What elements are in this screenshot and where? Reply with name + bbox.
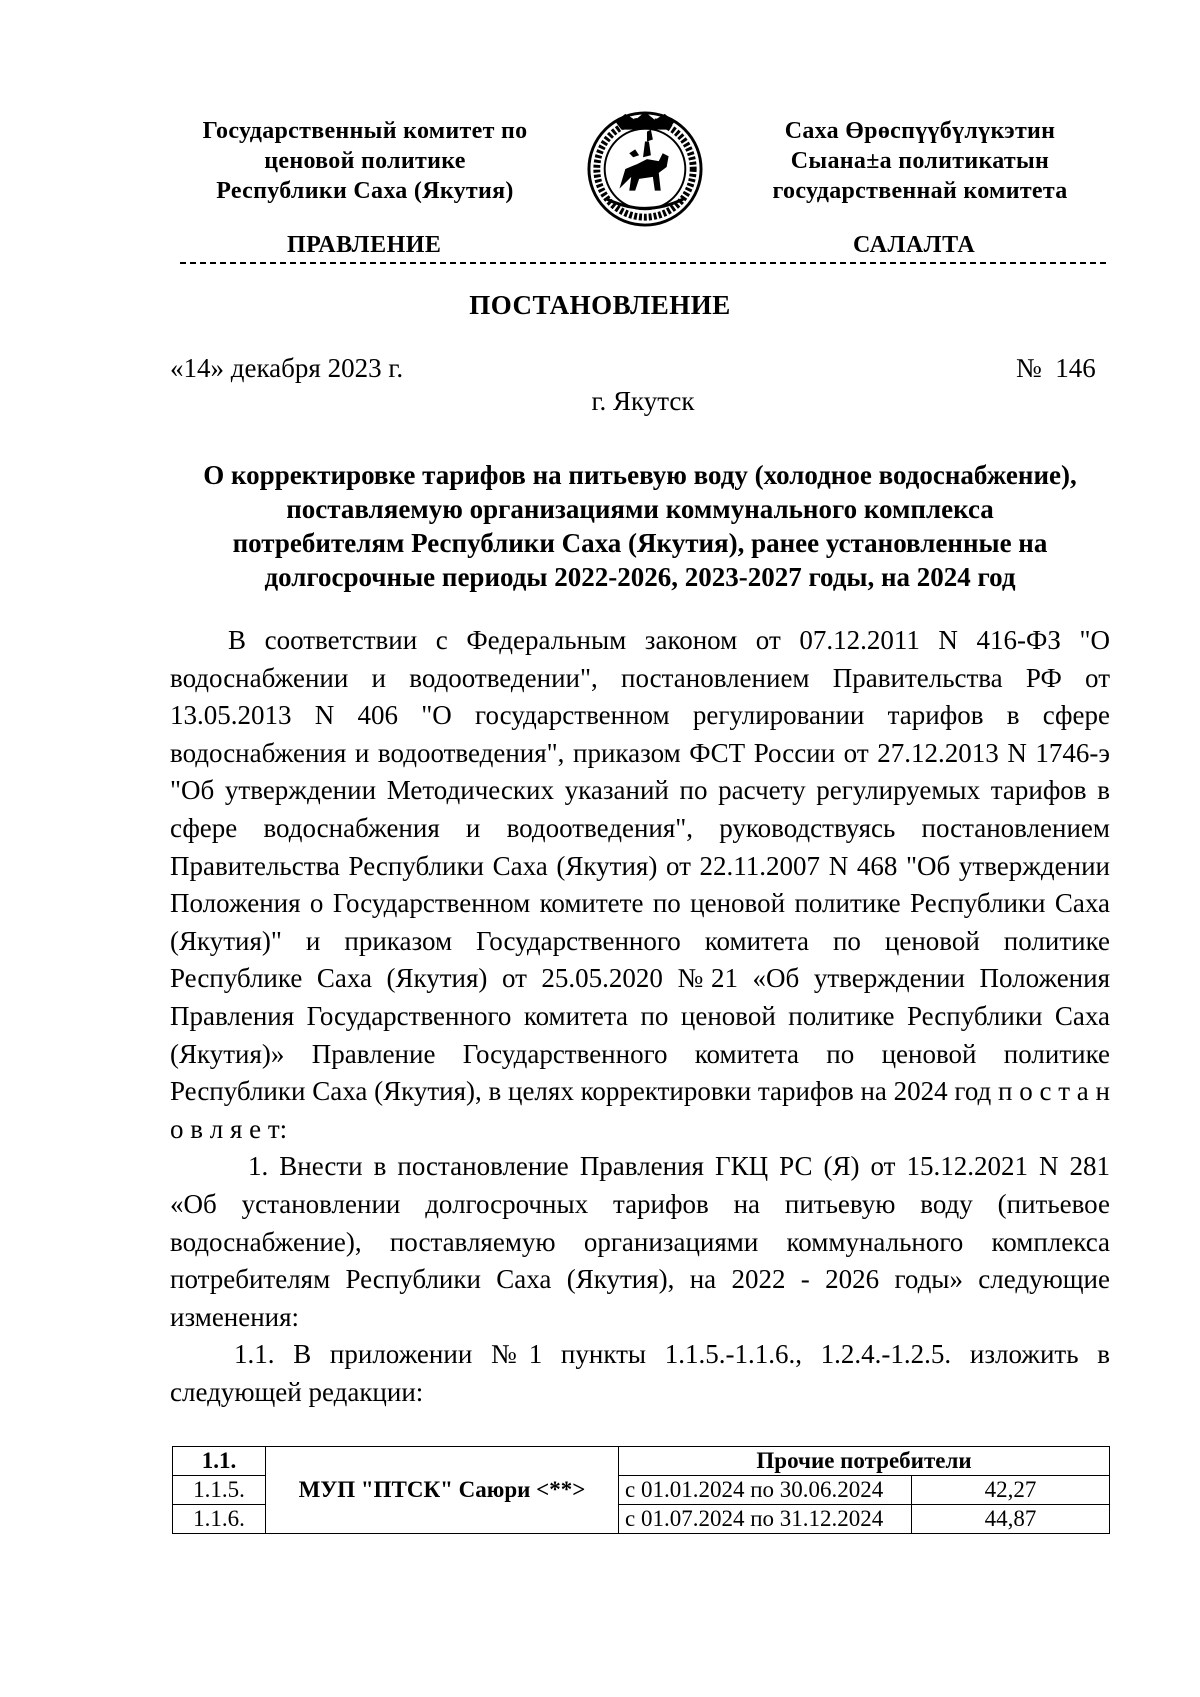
document-date: «14» декабря 2023 г. bbox=[170, 353, 404, 383]
item-number-cell: 1.1.5. bbox=[173, 1476, 266, 1505]
item-number-cell: 1.1.6. bbox=[173, 1505, 266, 1534]
header-divider bbox=[180, 262, 1106, 264]
header-right-line: государственнай комитета bbox=[772, 178, 1068, 204]
title-line: долгосрочные периоды 2022-2026, 2023-2027 годы, на 2024 год bbox=[264, 562, 1016, 592]
document-title bbox=[170, 458, 1110, 594]
document-body bbox=[170, 622, 1110, 1411]
table-row bbox=[173, 1447, 1110, 1476]
coat-of-arms-icon bbox=[586, 110, 704, 228]
board-label-ru: ПРАВЛЕНИЕ bbox=[287, 232, 442, 258]
document-city: г. Якутск bbox=[591, 386, 695, 416]
organization-cell: МУП "ПТСК" Саюри <**> bbox=[266, 1447, 619, 1534]
tariff-value-cell: 44,87 bbox=[912, 1505, 1110, 1534]
header-left-line: ценовой политике bbox=[264, 148, 466, 174]
header-right-line: Сыана±а политикатын bbox=[790, 148, 1050, 174]
consumer-group-cell: Прочие потребители bbox=[619, 1447, 1110, 1476]
section-number-cell: 1.1. bbox=[173, 1447, 266, 1476]
clause-1-1-paragraph: 1.1. В приложении №1 пункты 1.1.5.-1.1.6., 1.2.4.-1.2.5. изложить в следующей редакции: bbox=[170, 1339, 1110, 1407]
period-cell: с 01.07.2024 по 31.12.2024 bbox=[619, 1505, 912, 1534]
header-left-line: Республики Саха (Якутия) bbox=[216, 178, 514, 204]
title-line: поставляемую организациями коммунального комплекса bbox=[286, 494, 994, 524]
preamble-paragraph: В соответствии с Федеральным законом от 07.12.2011 N 416-ФЗ "О водоснабжении и водоотведении", постановлением Правительства РФ от 13.05.2013 N 406 "О государственном регулировании тарифов в сфере водоснабжения и водоотведения", приказом ФСТ России от 27.12.2013 N 1746-э "Об утверждении Методических указаний по расчету регулируемых тарифов в сфере водоснабжения и водоотведения", руководствуясь постановлением Правительства Республики Саха (Якутия) от 22.11.2007 N 468 "Об утверждении Положения о Государственном комитете по ценовой политике Республики Саха (Якутия)" и приказом Государственного комитета по ценовой политике Республике Саха (Якутия) от 25.05.2020 №21 «Об утверждении Положения Правления Государственного комитета по ценовой политике Республики Саха (Якутия)» Правление Государственного комитета по ценовой политике Республики Саха (Якутия), в целях корректировки тарифов на 2024 год п о с т а н о в л я е т: bbox=[170, 625, 1110, 1144]
title-line: О корректировке тарифов на питьевую воду (холодное водоснабжение), bbox=[203, 460, 1077, 490]
header-right-line: Саха Өрөспүүбүлүкэтин bbox=[784, 118, 1056, 144]
period-cell: с 01.01.2024 по 30.06.2024 bbox=[619, 1476, 912, 1505]
document-number: № 146 bbox=[1016, 353, 1096, 383]
tariff-table bbox=[172, 1446, 1110, 1534]
document-type: ПОСТАНОВЛЕНИЕ bbox=[469, 290, 731, 320]
header-right-org bbox=[735, 116, 1105, 206]
title-line: потребителям Республики Саха (Якутия), ранее установленные на bbox=[232, 528, 1048, 558]
header-left-line: Государственный комитет по bbox=[202, 118, 528, 144]
board-label-sah: САЛАЛТА bbox=[853, 232, 976, 258]
clause-1-paragraph: 1. Внести в постановление Правления ГКЦ РС (Я) от 15.12.2021 N 281 «Об установлении долгосрочных тарифов на питьевую воду (питьевое водоснабжение), поставляемую организациями коммунального комплекса потребителям Республики Саха (Якутия), на 2022 - 2026 годы» следующие изменения: bbox=[170, 1151, 1110, 1332]
tariff-value-cell: 42,27 bbox=[912, 1476, 1110, 1505]
header-left-org bbox=[170, 116, 560, 206]
